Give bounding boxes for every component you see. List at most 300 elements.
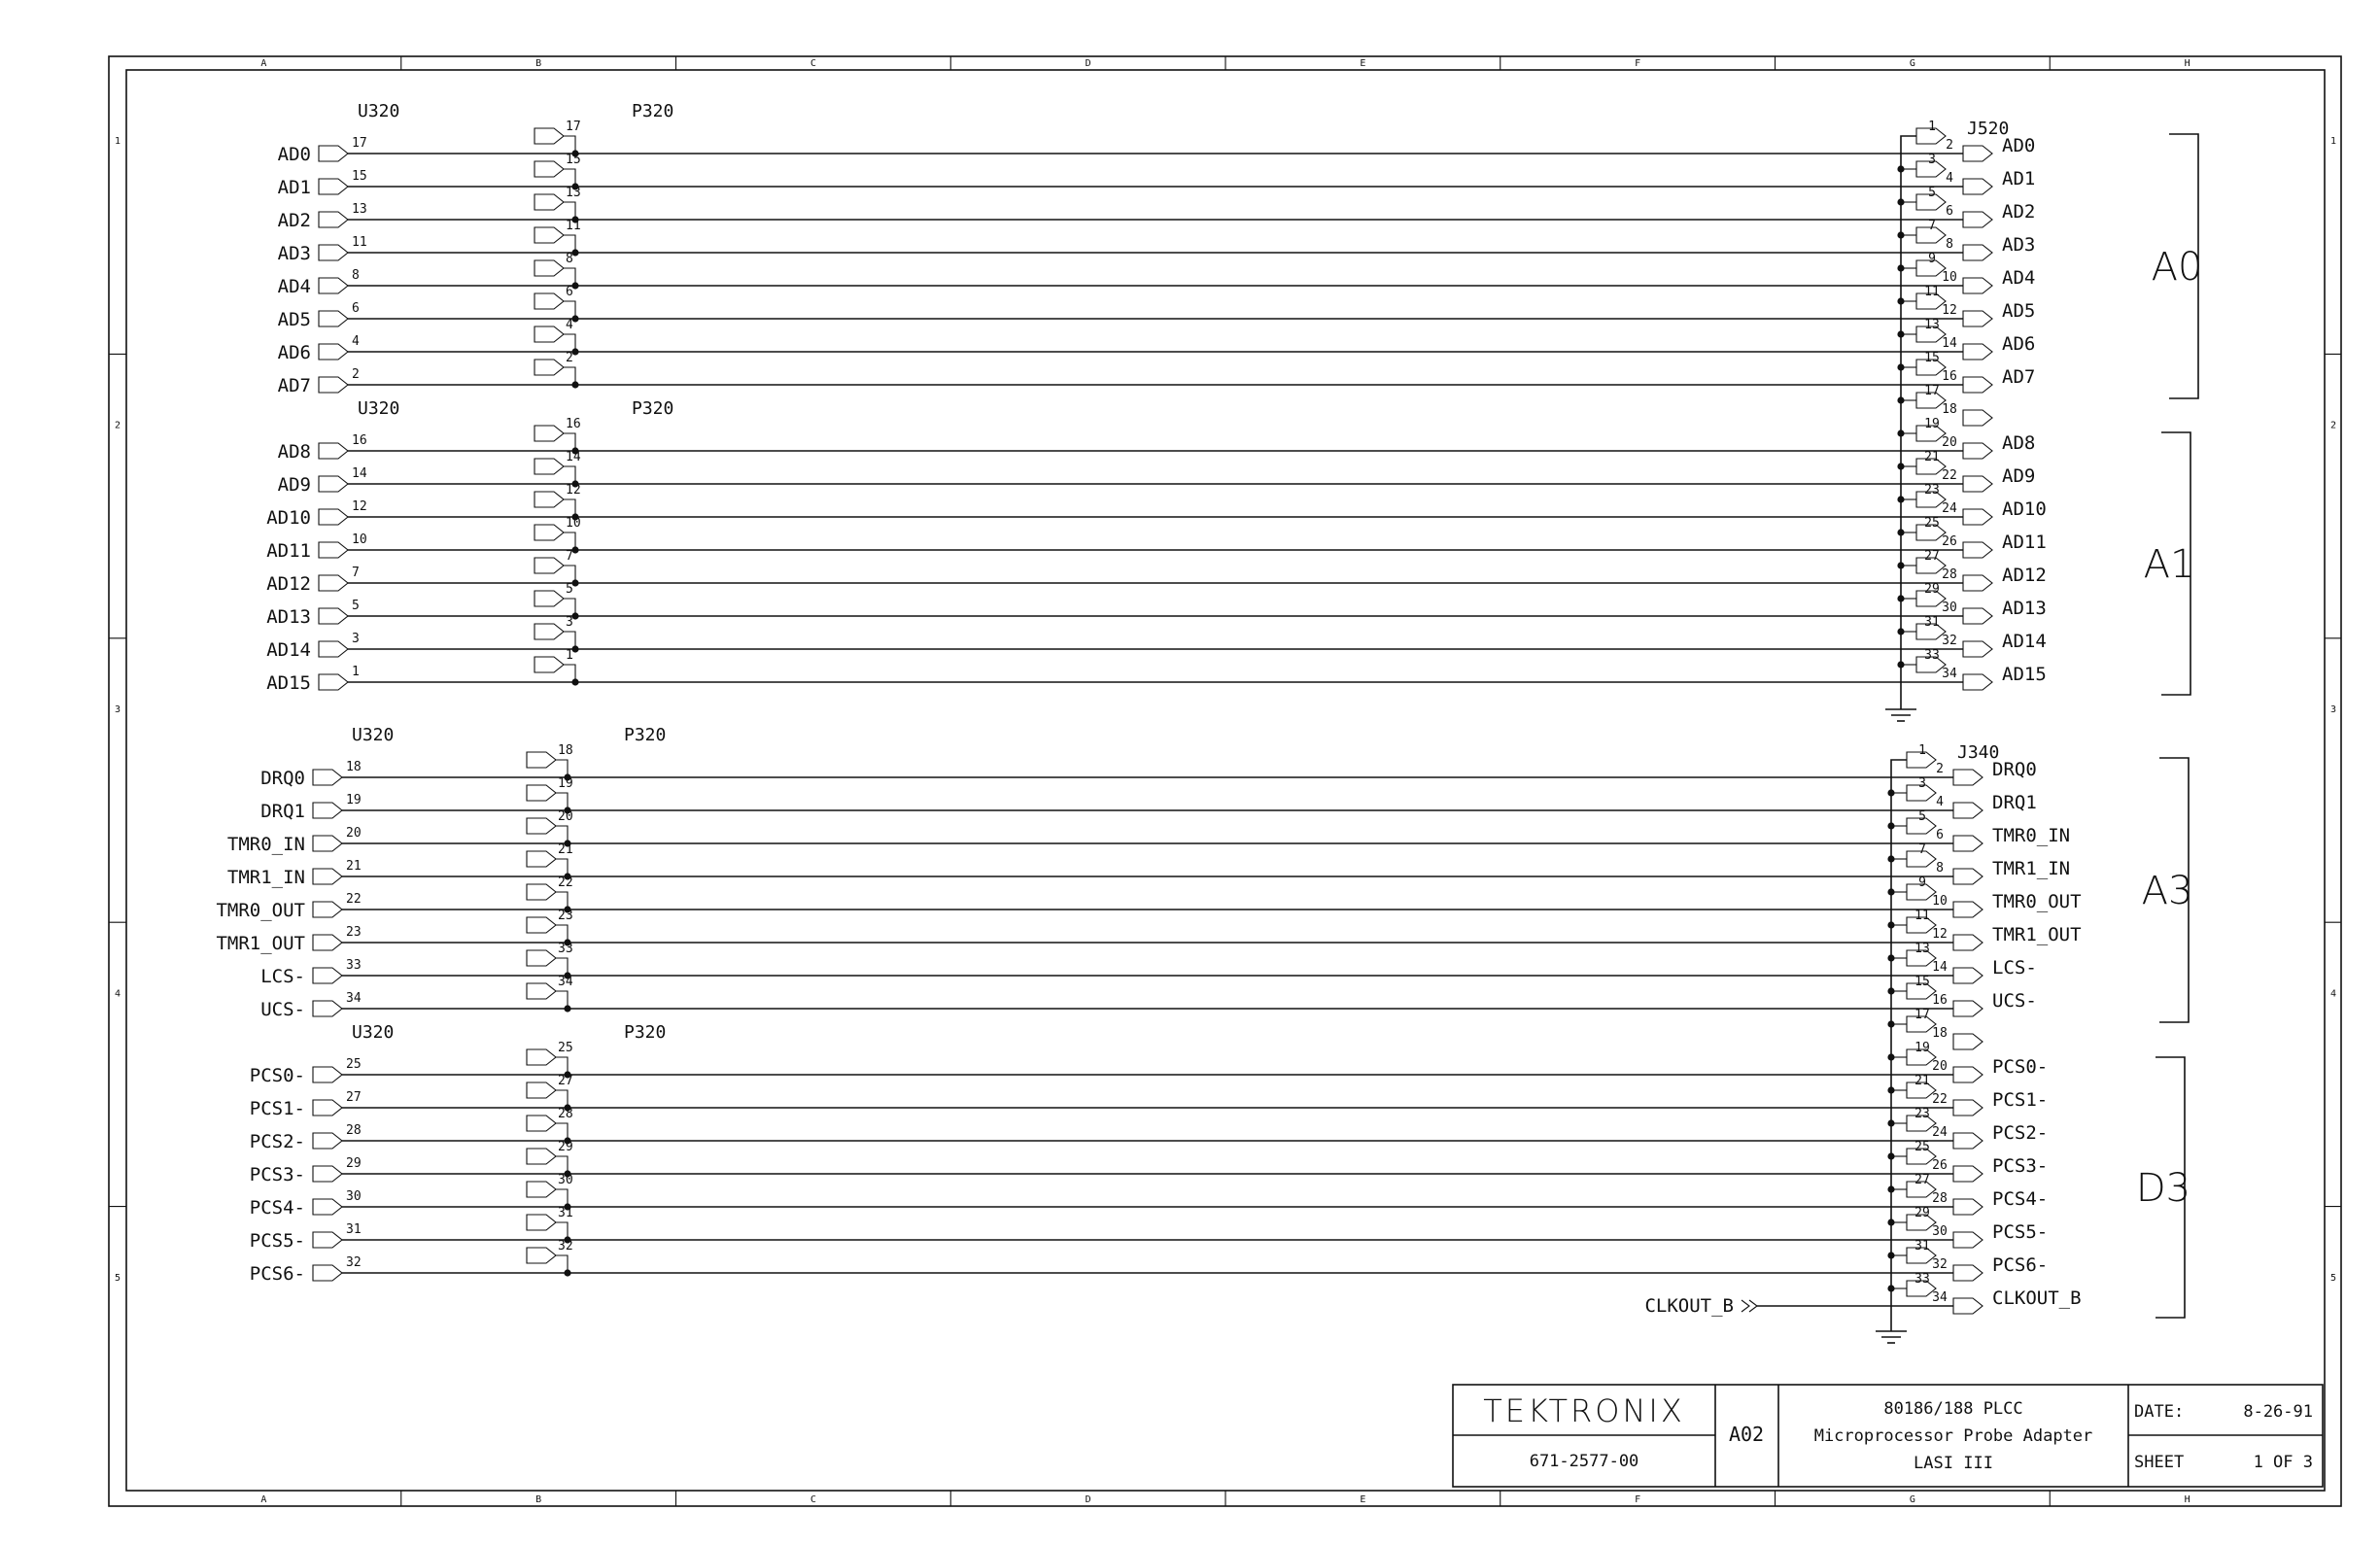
output-connector <box>1953 968 1983 983</box>
output-pin-number: 14 <box>1932 960 1948 975</box>
output-connector <box>1953 1100 1983 1116</box>
ground-pin-number: 9 <box>1918 876 1926 890</box>
zone-row-right: 4 <box>2329 988 2337 1000</box>
output-signal-name: PCS3- <box>1992 1155 2049 1177</box>
ground-pin-number: 27 <box>1924 549 1940 564</box>
ground-pin-number: 11 <box>1914 909 1930 923</box>
u320-label: U320 <box>358 398 400 419</box>
output-pin-number: 8 <box>1946 237 1953 252</box>
output-signal-name: AD9 <box>2002 465 2036 487</box>
sheet-value: 1 OF 3 <box>2253 1453 2313 1472</box>
u320-pin-connector <box>319 674 348 690</box>
output-pin-number: 4 <box>1936 795 1944 809</box>
output-pin-number: 10 <box>1942 270 1957 285</box>
u320-pin-connector <box>313 770 342 785</box>
title-line-3: LASI III <box>1914 1454 1993 1473</box>
signal-name: AD12 <box>266 573 311 595</box>
zone-col-top: B <box>535 58 542 69</box>
zone-row-left: 5 <box>114 1272 121 1284</box>
u320-label: U320 <box>352 725 395 745</box>
output-signal-name: AD14 <box>2002 631 2047 652</box>
ground-pin-number: 15 <box>1914 975 1930 989</box>
zone-col-bottom: C <box>810 1494 816 1505</box>
output-signal-name: DRQ0 <box>1992 759 2037 780</box>
p320-label: P320 <box>624 1022 667 1043</box>
output-pin-number: 22 <box>1942 468 1957 483</box>
p320-pin-connector <box>535 227 564 243</box>
p320-pin-connector <box>535 459 564 474</box>
output-signal-name: LCS- <box>1992 957 2037 978</box>
signal-name: AD6 <box>277 342 311 363</box>
output-connector <box>1963 212 1992 227</box>
p320-pin-number: 6 <box>566 285 573 299</box>
u320-label: U320 <box>352 1022 395 1043</box>
u320-pin-number: 6 <box>352 301 360 316</box>
output-connector <box>1953 1265 1983 1281</box>
u320-pin-number: 29 <box>346 1156 362 1171</box>
p320-pin-number: 4 <box>566 318 573 332</box>
p320-pin-number: 1 <box>566 648 573 663</box>
p320-pin-connector <box>527 818 556 834</box>
u320-pin-connector <box>319 509 348 525</box>
output-pin-number: 14 <box>1942 336 1957 351</box>
p320-pin-number: 10 <box>566 516 581 531</box>
p320-pin-number: 12 <box>566 483 581 498</box>
group-label: D3 <box>2135 1166 2191 1211</box>
output-connector <box>1963 641 1992 657</box>
p320-label: P320 <box>632 101 674 121</box>
output-connector <box>1963 278 1992 293</box>
output-signal-name: AD6 <box>2002 333 2036 355</box>
p320-pin-connector <box>527 1182 556 1197</box>
ground-pin-number: 7 <box>1918 842 1926 857</box>
u320-pin-number: 31 <box>346 1222 362 1237</box>
zone-col-top: G <box>1909 58 1915 69</box>
u320-pin-connector <box>313 836 342 851</box>
zone-row-left: 3 <box>114 704 121 715</box>
output-signal-name: PCS1- <box>1992 1089 2049 1111</box>
signal-name: DRQ0 <box>260 768 305 789</box>
revision: A02 <box>1728 1423 1765 1446</box>
sheet-label: SHEET <box>2134 1453 2185 1472</box>
signal-name: PCS3- <box>249 1164 305 1185</box>
signal-name: AD15 <box>266 672 311 694</box>
u320-pin-number: 16 <box>352 433 367 448</box>
zone-col-bottom: E <box>1360 1494 1366 1505</box>
clock-input-name: CLKOUT_B <box>1644 1295 1734 1317</box>
ground-pin-number: 19 <box>1914 1041 1930 1055</box>
p320-pin-connector <box>535 360 564 375</box>
p320-pin-connector <box>535 492 564 507</box>
p320-pin-connector <box>527 1082 556 1098</box>
p320-pin-connector <box>535 128 564 144</box>
p320-pin-connector <box>535 525 564 540</box>
section-top <box>266 101 2202 721</box>
p320-pin-connector <box>527 1116 556 1131</box>
ground-pin-number: 27 <box>1914 1173 1930 1187</box>
output-pin-number: 10 <box>1932 894 1948 909</box>
output-signal-name: DRQ1 <box>1992 792 2037 813</box>
company-name: TEKTRONIX <box>1483 1392 1685 1429</box>
signal-name: AD2 <box>277 210 311 231</box>
zone-row-right: 1 <box>2329 136 2337 148</box>
zone-row-right: 3 <box>2329 704 2337 715</box>
zone-col-bottom: D <box>1085 1494 1091 1505</box>
zone-row-left: 2 <box>114 420 121 431</box>
output-pin-number: 24 <box>1942 501 1957 516</box>
output-signal-name: PCS4- <box>1992 1188 2049 1210</box>
output-connector <box>1953 902 1983 917</box>
u320-pin-number: 30 <box>346 1189 362 1204</box>
ground-pin-number: 11 <box>1924 285 1940 299</box>
output-signal-name: AD11 <box>2002 532 2047 553</box>
p320-pin-number: 11 <box>566 219 581 233</box>
u320-pin-number: 32 <box>346 1255 362 1270</box>
output-pin-number: 2 <box>1936 762 1944 776</box>
output-signal-name: AD4 <box>2002 267 2036 289</box>
ground-pin-number: 21 <box>1924 450 1940 464</box>
output-connector <box>1963 674 1992 690</box>
u320-pin-number: 27 <box>346 1090 362 1105</box>
ground-pin-number: 15 <box>1924 351 1940 365</box>
p320-pin-number: 32 <box>558 1239 573 1253</box>
output-signal-name: AD3 <box>2002 234 2036 256</box>
signal-name: TMR1_OUT <box>216 933 305 954</box>
p320-pin-connector <box>535 591 564 606</box>
output-connector <box>1963 476 1992 492</box>
p320-pin-connector <box>535 194 564 210</box>
p320-pin-connector <box>535 293 564 309</box>
output-connector <box>1963 245 1992 260</box>
date-label: DATE: <box>2134 1402 2185 1422</box>
output-signal-name: TMR1_OUT <box>1992 924 2082 945</box>
clock-pin-number: 34 <box>1932 1290 1948 1305</box>
p320-label: P320 <box>624 725 667 745</box>
ground-bus <box>1901 136 1916 709</box>
p320-pin-number: 29 <box>558 1140 573 1154</box>
p320-pin-number: 21 <box>558 842 573 857</box>
u320-pin-connector <box>319 179 348 194</box>
output-pin-number: 22 <box>1932 1092 1948 1107</box>
zone-col-top: E <box>1360 58 1366 69</box>
ground-pin-number: 25 <box>1914 1140 1930 1154</box>
title-block <box>1453 1385 2323 1487</box>
u320-pin-number: 10 <box>352 532 367 547</box>
u320-pin-number: 25 <box>346 1057 362 1072</box>
output-pin-number: 6 <box>1936 828 1944 842</box>
u320-pin-number: 28 <box>346 1123 362 1138</box>
output-signal-name: PCS2- <box>1992 1122 2049 1144</box>
p320-pin-connector <box>527 851 556 867</box>
signal-name: AD8 <box>277 441 311 463</box>
output-signal-name: AD0 <box>2002 135 2036 156</box>
output-connector <box>1953 1001 1983 1016</box>
u320-pin-connector <box>313 1100 342 1116</box>
zone-col-top: A <box>260 58 267 69</box>
ground-pin-number: 9 <box>1928 252 1936 266</box>
zone-col-bottom: H <box>2184 1494 2190 1505</box>
zone-col-bottom: B <box>535 1494 542 1505</box>
output-connector <box>1963 608 1992 624</box>
u320-pin-number: 15 <box>352 169 367 184</box>
clock-output-name: CLKOUT_B <box>1992 1288 2082 1309</box>
output-signal-name: AD15 <box>2002 664 2047 685</box>
clock-output-connector <box>1953 1298 1983 1314</box>
signal-name: AD7 <box>277 375 311 396</box>
output-connector <box>1963 509 1992 525</box>
output-connector <box>1953 803 1983 818</box>
output-pin-number: 12 <box>1932 927 1948 942</box>
p320-pin-number: 15 <box>566 153 581 167</box>
output-pin-number: 30 <box>1932 1224 1948 1239</box>
signal-name: LCS- <box>260 966 305 987</box>
signal-name: PCS2- <box>249 1131 305 1152</box>
u320-pin-connector <box>313 902 342 917</box>
u320-pin-number: 18 <box>346 760 362 774</box>
u320-label: U320 <box>358 101 400 121</box>
ground-pin-number: 5 <box>1928 186 1936 200</box>
signal-name: AD5 <box>277 309 311 330</box>
section-bottom <box>216 725 2192 1343</box>
p320-pin-number: 23 <box>558 909 573 923</box>
connector-ref-label: J520 <box>1967 119 2010 139</box>
output-signal-name: AD5 <box>2002 300 2036 322</box>
p320-pin-number: 18 <box>558 743 573 758</box>
ground-pin-number: 3 <box>1918 776 1926 791</box>
u320-pin-connector <box>313 968 342 983</box>
ground-pin-number: 17 <box>1914 1008 1930 1022</box>
p320-pin-number: 3 <box>566 615 573 630</box>
signal-name: TMR0_OUT <box>216 900 305 921</box>
zone-col-top: D <box>1085 58 1091 69</box>
output-pin-number: 12 <box>1942 303 1957 318</box>
u320-pin-number: 23 <box>346 925 362 940</box>
output-connector <box>1953 770 1983 785</box>
signal-name: AD9 <box>277 474 311 496</box>
u320-pin-connector <box>319 212 348 227</box>
output-pin-number: 26 <box>1932 1158 1948 1173</box>
zone-col-top: C <box>810 58 816 69</box>
p320-pin-connector <box>535 657 564 672</box>
output-pin-number: 30 <box>1942 601 1957 615</box>
spare-output-connector <box>1953 1034 1983 1049</box>
u320-pin-connector <box>319 608 348 624</box>
p320-pin-number: 8 <box>566 252 573 266</box>
p320-pin-number: 27 <box>558 1074 573 1088</box>
signal-name: PCS1- <box>249 1098 305 1119</box>
p320-pin-connector <box>527 917 556 933</box>
ground-pin-number: 33 <box>1924 648 1940 663</box>
p320-pin-number: 2 <box>566 351 573 365</box>
output-connector <box>1953 1067 1983 1082</box>
u320-pin-connector <box>319 245 348 260</box>
signal-name: AD1 <box>277 177 311 198</box>
ground-pin-number: 29 <box>1924 582 1940 597</box>
output-pin-number: 32 <box>1942 634 1957 648</box>
output-connector <box>1963 344 1992 360</box>
output-connector <box>1963 311 1992 326</box>
output-signal-name: AD1 <box>2002 168 2036 189</box>
output-signal-name: AD10 <box>2002 498 2047 520</box>
output-pin-number: 2 <box>1946 138 1953 153</box>
p320-pin-number: 34 <box>558 975 573 989</box>
output-pin-number: 26 <box>1942 534 1957 549</box>
u320-pin-connector <box>319 542 348 558</box>
output-pin-number: 28 <box>1932 1191 1948 1206</box>
p320-pin-connector <box>527 752 556 768</box>
output-connector <box>1963 146 1992 161</box>
u320-pin-connector <box>313 1133 342 1149</box>
output-pin-number: 6 <box>1946 204 1953 219</box>
title-line-2: Microprocessor Probe Adapter <box>1813 1426 2093 1446</box>
u320-pin-number: 8 <box>352 268 360 283</box>
u320-pin-number: 5 <box>352 599 360 613</box>
output-connector <box>1953 836 1983 851</box>
p320-pin-number: 5 <box>566 582 573 597</box>
p320-pin-number: 14 <box>566 450 581 464</box>
group-label: A0 <box>2151 245 2203 290</box>
ground-pin-number: 19 <box>1924 417 1940 431</box>
title-line-1: 80186/188 PLCC <box>1883 1399 2023 1419</box>
p320-pin-number: 20 <box>558 809 573 824</box>
ground-bus <box>1891 760 1907 1331</box>
u320-pin-number: 34 <box>346 991 362 1006</box>
u320-pin-connector <box>313 803 342 818</box>
output-signal-name: PCS6- <box>1992 1254 2049 1276</box>
p320-pin-number: 33 <box>558 942 573 956</box>
u320-pin-connector <box>319 311 348 326</box>
output-signal-name: AD8 <box>2002 432 2036 454</box>
p320-pin-connector <box>527 884 556 900</box>
p320-pin-number: 30 <box>558 1173 573 1187</box>
output-pin-number: 32 <box>1932 1257 1948 1272</box>
u320-pin-number: 1 <box>352 665 360 679</box>
output-connector <box>1953 1133 1983 1149</box>
u320-pin-number: 14 <box>352 466 367 481</box>
output-connector <box>1953 935 1983 950</box>
output-connector <box>1953 1199 1983 1215</box>
ground-pin-number: 13 <box>1914 942 1930 956</box>
zone-col-top: H <box>2184 58 2190 69</box>
p320-pin-connector <box>535 326 564 342</box>
u320-pin-number: 19 <box>346 793 362 807</box>
p320-pin-number: 16 <box>566 417 581 431</box>
output-connector <box>1963 542 1992 558</box>
output-connector <box>1963 443 1992 459</box>
zone-row-right: 2 <box>2329 420 2337 431</box>
signal-name: AD11 <box>266 540 311 562</box>
output-connector <box>1953 1232 1983 1248</box>
u320-pin-connector <box>313 1265 342 1281</box>
output-connector <box>1953 869 1983 884</box>
signal-name: PCS6- <box>249 1263 305 1285</box>
output-connector <box>1963 377 1992 393</box>
zone-col-bottom: G <box>1909 1494 1915 1505</box>
u320-pin-connector <box>313 869 342 884</box>
p320-pin-number: 28 <box>558 1107 573 1121</box>
p320-pin-connector <box>535 558 564 573</box>
signal-name: PCS5- <box>249 1230 305 1252</box>
output-pin-number: 8 <box>1936 861 1944 876</box>
u320-pin-connector <box>319 344 348 360</box>
spare-pin-number: 18 <box>1932 1026 1948 1041</box>
u320-pin-connector <box>319 575 348 591</box>
signal-name: AD13 <box>266 606 311 628</box>
p320-label: P320 <box>632 398 674 419</box>
u320-pin-number: 20 <box>346 826 362 841</box>
u320-pin-number: 11 <box>352 235 367 250</box>
p320-pin-connector <box>535 426 564 441</box>
u320-pin-number: 33 <box>346 958 362 973</box>
u320-pin-connector <box>319 443 348 459</box>
u320-pin-connector <box>313 1199 342 1215</box>
zone-row-left: 4 <box>114 988 121 1000</box>
signal-name: AD10 <box>266 507 311 529</box>
output-pin-number: 28 <box>1942 567 1957 582</box>
u320-pin-connector <box>319 476 348 492</box>
ground-pin-number: 1 <box>1928 120 1936 134</box>
u320-pin-connector <box>313 935 342 950</box>
zone-row-left: 1 <box>114 136 121 148</box>
ground-pin-number: 7 <box>1928 219 1936 233</box>
u320-pin-connector <box>313 1001 342 1016</box>
signal-name: AD3 <box>277 243 311 264</box>
ground-pin-number: 29 <box>1914 1206 1930 1220</box>
u320-pin-number: 3 <box>352 632 360 646</box>
output-signal-name: TMR0_IN <box>1992 825 2071 846</box>
inner-border <box>126 70 2325 1491</box>
u320-pin-number: 21 <box>346 859 362 874</box>
spare-output-connector <box>1963 410 1992 426</box>
u320-pin-number: 17 <box>352 136 367 151</box>
signal-name: DRQ1 <box>260 801 305 822</box>
output-pin-number: 16 <box>1942 369 1957 384</box>
p320-pin-number: 19 <box>558 776 573 791</box>
u320-pin-connector <box>319 641 348 657</box>
wiring <box>216 101 2202 1343</box>
u320-pin-connector <box>313 1067 342 1082</box>
p320-pin-connector <box>527 1215 556 1230</box>
u320-pin-connector <box>319 278 348 293</box>
output-signal-name: PCS5- <box>1992 1221 2049 1243</box>
output-pin-number: 4 <box>1946 171 1953 186</box>
p320-pin-number: 13 <box>566 186 581 200</box>
output-pin-number: 16 <box>1932 993 1948 1008</box>
output-signal-name: UCS- <box>1992 990 2037 1012</box>
date-value: 8-26-91 <box>2243 1402 2313 1422</box>
p320-pin-connector <box>535 260 564 276</box>
ground-pin-number: 3 <box>1928 153 1936 167</box>
output-pin-number: 34 <box>1942 667 1957 681</box>
u320-pin-number: 2 <box>352 367 360 382</box>
group-label: A3 <box>2141 869 2193 913</box>
p320-pin-number: 17 <box>566 120 581 134</box>
output-pin-number: 24 <box>1932 1125 1948 1140</box>
connector-ref-label: J340 <box>1957 742 2000 763</box>
ground-pin-number: 31 <box>1914 1239 1930 1253</box>
zone-col-bottom: A <box>260 1494 267 1505</box>
u320-pin-connector <box>319 377 348 393</box>
signal-name: AD0 <box>277 144 311 165</box>
output-signal-name: TMR0_OUT <box>1992 891 2082 912</box>
u320-pin-connector <box>313 1232 342 1248</box>
p320-pin-connector <box>527 785 556 801</box>
output-signal-name: AD7 <box>2002 366 2036 388</box>
ground-pin-number: 1 <box>1918 743 1926 758</box>
p320-pin-connector <box>527 1149 556 1164</box>
p320-pin-connector <box>535 624 564 639</box>
u320-pin-number: 4 <box>352 334 360 349</box>
